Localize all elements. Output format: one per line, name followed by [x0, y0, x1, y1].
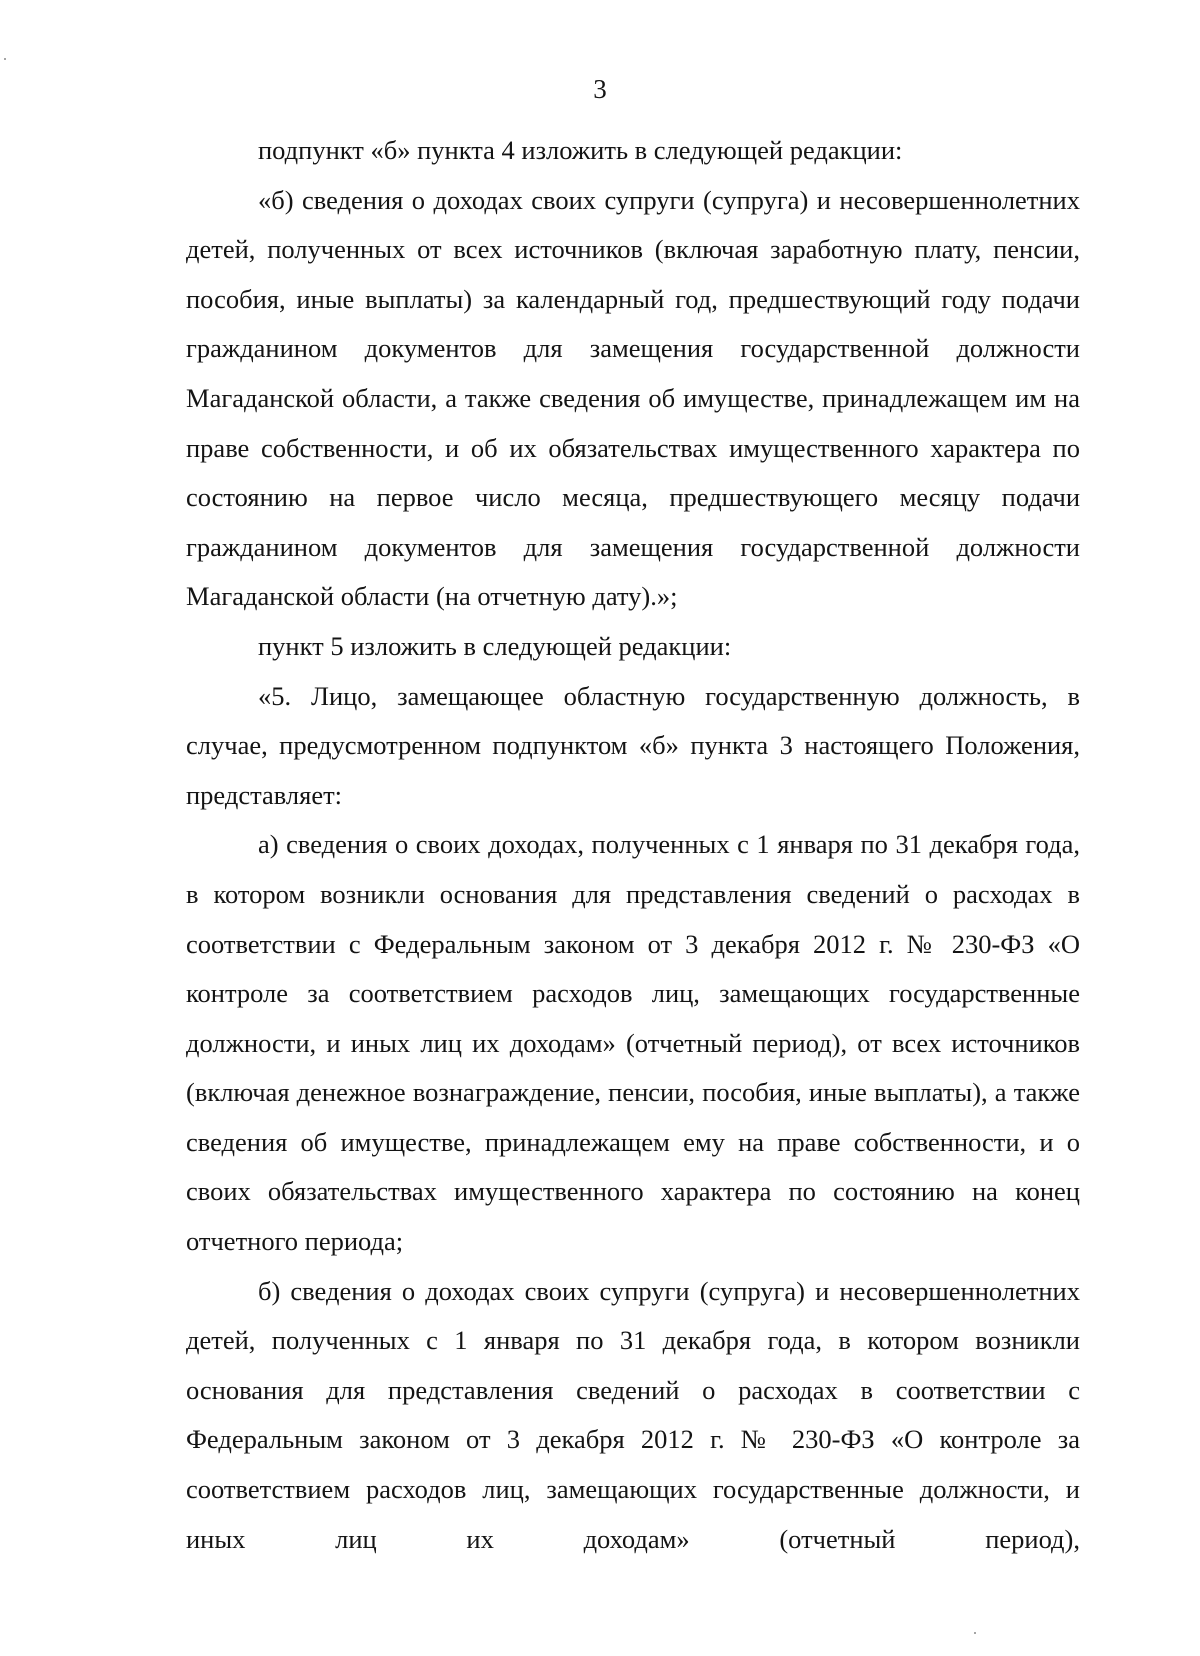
paragraph-amendment-4b-intro: подпункт «б» пункта 4 изложить в следующей редакции: — [258, 135, 903, 165]
paragraph-subitem-b: б) сведения о доходах своих супруги (супруга) и несовершеннолетних детей, полученных с 1 января по 31 декабря года, в котором возникли основания для представления сведений о расходах в соответствии с Федеральным законом от 3 декабря 2012 г. № 230-ФЗ «О контроле за соответствием расходов лиц, замещающих государственные должности, и иных лиц их доходам» (отчетный период), — [186, 1275, 1080, 1554]
document-body — [186, 126, 1080, 1564]
page-number: 3 — [593, 74, 607, 104]
scan-artifact — [974, 1632, 976, 1634]
paragraph-subitem-b-text: «б) сведения о доходах своих супруги (супруга) и несовершеннолетних детей, полученных от всех источников (включая заработную плату, пенсии, пособия, иные выплаты) за календарный год, предшествующий году подачи гражданином документов для замещения государственной должности Магаданской области, а также сведения об имуществе, принадлежащем им на праве собственности, и об их обязательствах имущественного характера по состоянию на первое число месяца, предшествующего месяцу подачи гражданином документов для замещения государственной должности Магаданской области (на отчетную дату).»; — [186, 184, 1080, 612]
paragraph-subitem-a: а) сведения о своих доходах, полученных с 1 января по 31 декабря года, в котором возникли основания для представления сведений о расходах в соответствии с Федеральным законом от 3 декабря 2012 г. № 230-ФЗ «О контроле за соответствием расходов лиц, замещающих государственные должности, и иных лиц их доходам» (отчетный период), от всех источников (включая денежное вознаграждение, пенсии, пособия, иные выплаты), а также сведения об имуществе, принадлежащем ему на праве собственности, и о своих обязательствах имущественного характера по состоянию на конец отчетного периода; — [186, 829, 1080, 1257]
paragraph-amendment-5-intro: пункт 5 изложить в следующей редакции: — [258, 630, 732, 661]
scan-artifact — [4, 58, 6, 60]
paragraph-item-5-text: «5. Лицо, замещающее областную государственную должность, в случае, предусмотренном подпунктом «б» пункта 3 настоящего Положения, представляет: — [186, 680, 1080, 810]
